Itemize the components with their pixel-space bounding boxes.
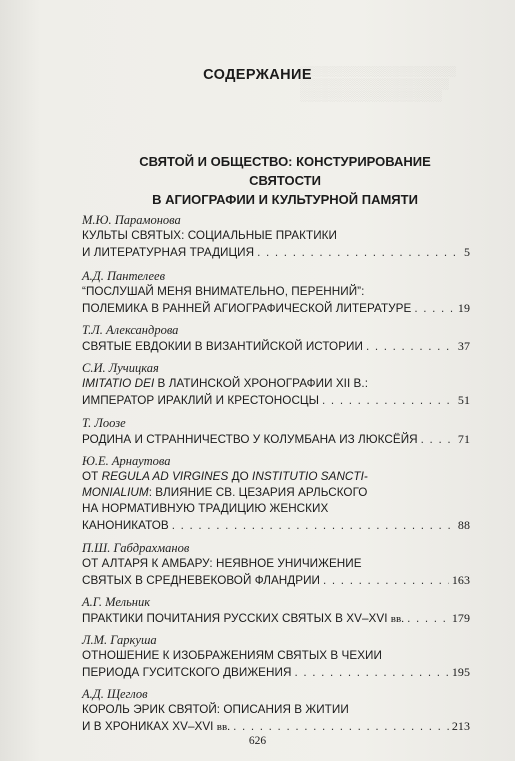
toc-entry[interactable] <box>82 453 470 534</box>
entry-last-line <box>82 517 470 534</box>
section-title-line: В АГИОГРАФИИ И КУЛЬТУРНОЙ ПАМЯТИ <box>152 192 418 207</box>
entry-author: А.Г. Мельник <box>82 595 151 609</box>
toc-entry[interactable] <box>82 632 470 681</box>
entry-last-line <box>82 338 470 355</box>
entry-author: Ю.Е. Арнаутова <box>82 454 171 468</box>
entry-page-number: 195 <box>451 665 470 679</box>
entry-author: А.Д. Пантелеев <box>82 269 165 283</box>
bleed-through-text: ░░░░░░░░░░░░░░░░░░░░░░ ░░░░░░░░░░░░░░░░░░░░░ ░░░░░░░░░░░░░░░░░░░░ <box>300 66 456 102</box>
toc-entry[interactable] <box>82 360 470 409</box>
entry-title-line: ПОЛЕМИКА В РАННЕЙ АГИОГРАФИЧЕСКОЙ ЛИТЕРАТУРЕ <box>82 302 412 315</box>
dot-leader <box>322 393 455 409</box>
entry-title-line: ОТ АЛТАРЯ К АМБАРУ: НЕЯВНОЕ УНИЧИЖЕНИЕ <box>82 557 362 570</box>
section-title-line: СВЯТОЙ И ОБЩЕСТВО: КОНСТУРИРОВАНИЕ СВЯТОСТИ <box>139 154 431 188</box>
entry-title-line: КОРОЛЬ ЭРИК СВЯТОЙ: ОПИСАНИЯ В ЖИТИИ <box>82 703 349 716</box>
section-title <box>120 152 450 209</box>
entry-author: М.Ю. Парамонова <box>82 213 181 227</box>
dot-leader <box>172 518 455 534</box>
page-number: 626 <box>248 735 267 747</box>
toc-entry[interactable] <box>82 322 470 355</box>
entry-title-line: КАНОНИКАТОВ <box>82 519 169 532</box>
entry-title-line: ИМПЕРАТОР ИРАКЛИЙ И КРЕСТОНОСЦЫ <box>82 394 320 407</box>
entry-page-number: 37 <box>457 339 470 353</box>
dot-leader <box>414 301 455 317</box>
entry-title-line: И В ХРОНИКАХ XV–XVI вв. <box>82 720 231 733</box>
dot-leader <box>294 665 448 681</box>
entry-last-line <box>82 718 470 735</box>
entry-author: Л.М. Гаркуша <box>82 633 157 647</box>
dot-leader <box>233 719 449 735</box>
entry-last-line <box>82 392 470 409</box>
toc-entry[interactable] <box>82 268 470 317</box>
entry-page-number: 19 <box>457 301 470 315</box>
entry-author: Т. Лоозе <box>82 416 126 430</box>
entry-page-number: 71 <box>457 432 470 446</box>
entry-page-number: 213 <box>451 719 470 733</box>
entry-title-line: MONIALIUM: ВЛИЯНИЕ СВ. ЦЕЗАРИЯ АРЛЬСКОГО <box>82 486 368 499</box>
toc-entry[interactable] <box>82 594 470 627</box>
entry-author: А.Д. Щеглов <box>82 687 148 701</box>
toc-entry[interactable] <box>82 212 470 261</box>
toc-entry[interactable] <box>82 540 470 589</box>
entry-title-line: И ЛИТЕРАТУРНАЯ ТРАДИЦИЯ <box>82 246 255 259</box>
entry-last-line <box>82 610 470 627</box>
page-title: СОДЕРЖАНИЕ <box>203 67 312 83</box>
latin-phrase: IMITATIO DEI <box>82 377 155 390</box>
entry-page-number: 163 <box>451 573 470 587</box>
dot-leader <box>421 432 455 448</box>
dot-leader <box>323 573 449 589</box>
entry-page-number: 51 <box>457 393 470 407</box>
entry-title-line: НА НОРМАТИВНУЮ ТРАДИЦИЮ ЖЕНСКИХ <box>82 502 329 515</box>
entry-title-line: “ПОСЛУШАЙ МЕНЯ ВНИМАТЕЛЬНО, ПЕРЕННИЙ”: <box>82 285 365 298</box>
entry-title-line: ПЕРИОДА ГУСИТСКОГО ДВИЖЕНИЯ <box>82 666 292 679</box>
entry-author: С.И. Лучицкая <box>82 361 159 375</box>
entry-author: Т.Л. Александрова <box>82 323 179 337</box>
entry-title-line: ОТ REGULA AD VIRGINES ДО INSTITUTIO SANCTI- <box>82 470 368 483</box>
entry-last-line <box>82 300 470 317</box>
entry-title-line: КУЛЬТЫ СВЯТЫХ: СОЦИАЛЬНЫЕ ПРАКТИКИ <box>82 229 337 242</box>
entry-title-line: ОТНОШЕНИЕ К ИЗОБРАЖЕНИЯМ СВЯТЫХ В ЧЕХИИ <box>82 649 382 662</box>
dot-leader <box>257 245 461 261</box>
entry-page-number: 5 <box>463 245 470 259</box>
entry-author: П.Ш. Габдрахманов <box>82 541 190 555</box>
entry-title-line: СВЯТЫХ В СРЕДНЕВЕКОВОЙ ФЛАНДРИИ <box>82 574 321 587</box>
toc-entry[interactable] <box>82 415 470 448</box>
entry-last-line <box>82 431 470 448</box>
dot-leader <box>366 339 455 355</box>
entry-last-line <box>82 572 470 589</box>
dot-leader <box>407 611 449 627</box>
toc-entry[interactable] <box>82 686 470 735</box>
entry-title-line: ПРАКТИКИ ПОЧИТАНИЯ РУССКИХ СВЯТЫХ В XV–XVI вв. <box>82 612 405 625</box>
entry-title-line: РОДИНА И СТРАННИЧЕСТВО У КОЛУМБАНА ИЗ ЛЮКСЁЙЯ <box>82 433 418 446</box>
entry-page-number: 179 <box>451 611 470 625</box>
entry-page-number: 88 <box>457 518 470 532</box>
entry-title-line: IMITATIO DEI В ЛАТИНСКОЙ ХРОНОГРАФИИ XII В.: <box>82 377 368 390</box>
entry-last-line <box>82 244 470 261</box>
entry-title-line: СВЯТЫЕ ЕВДОКИИ В ВИЗАНТИЙСКОЙ ИСТОРИИ <box>82 340 363 353</box>
entry-last-line <box>82 664 470 681</box>
